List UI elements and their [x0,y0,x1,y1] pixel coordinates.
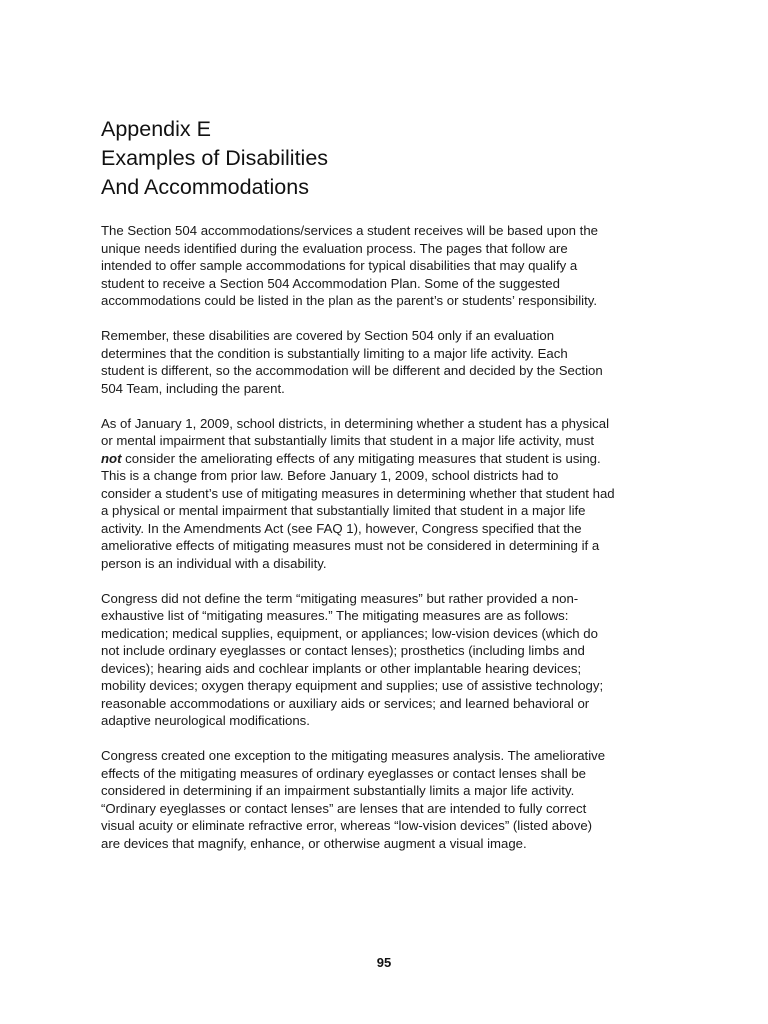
text-line: Congress did not define the term “mitigating measures” but rather provided a non- [101,590,579,606]
text-line: or mental impairment that substantially limits that student in a major life activity, must [101,433,595,448]
text-line: The Section 504 accommodations/services a student receives will be based upon the [101,223,599,238]
title-line-2: Examples of Disabilities [101,146,329,170]
text-line: determines that the condition is substantially limiting to a major life activity. Each [101,345,568,361]
text-line: considered in determining if an impairment substantially limits a major life activity. [101,783,575,798]
title-line-3: And Accommodations [101,175,309,199]
text-line: student to receive a Section 504 Accommodation Plan. Some of the suggested [101,275,560,291]
paragraph-3 [101,415,681,573]
text-line: mobility devices; oxygen therapy equipment and supplies; use of assistive technology; [101,678,604,693]
paragraph-5 [101,747,681,852]
text-line: not include ordinary eyeglasses or contact lenses); prosthetics (including limbs and [101,643,585,658]
text-line: consider a student’s use of mitigating measures in determining whether that student had [101,485,615,501]
text-line: person is an individual with a disability. [101,555,327,571]
text-line: visual acuity or eliminate refractive error, whereas “low-vision devices” (listed above) [101,818,593,833]
text-line: Congress created one exception to the mitigating measures analysis. The ameliorative [101,748,606,763]
text-line: reasonable accommodations or auxiliary aids or services; and learned behavioral or [101,695,590,711]
text-line: unique needs identified during the evaluation process. The pages that follow are [101,240,568,256]
text-line: “Ordinary eyeglasses or contact lenses” are lenses that are intended to fully correct [101,800,587,816]
text-line: ameliorative effects of mitigating measures must not be considered in determining if a [101,538,600,553]
text-line: are devices that magnify, enhance, or otherwise augment a visual image. [101,835,527,851]
page-title [101,115,701,202]
text-line: a physical or mental impairment that substantially limited that student in a major life [101,503,586,518]
text-line: As of January 1, 2009, school districts, in determining whether a student has a physical [101,415,609,431]
text-line: adaptive neurological modifications. [101,713,310,728]
text-line-with-emphasis [101,450,681,468]
text-line: effects of the mitigating measures of ordinary eyeglasses or contact lenses shall be [101,765,587,781]
text-line: 504 Team, including the parent. [101,380,285,396]
emphasized-not: not [101,450,122,466]
text-line: exhaustive list of “mitigating measures.” The mitigating measures are as follows: [101,608,569,623]
text-line: medication; medical supplies, equipment, or appliances; low-vision devices (which do [101,625,598,641]
body-text [101,222,681,870]
text-line: intended to offer sample accommodations for typical disabilities that may qualify a [101,258,578,273]
paragraph-1 [101,222,681,310]
page-number: 95 [376,955,392,970]
paragraph-2 [101,327,681,397]
text-line: student is different, so the accommodation will be different and decided by the Section [101,363,603,378]
text-line: activity. In the Amendments Act (see FAQ 1), however, Congress specified that the [101,520,582,536]
text-line: This is a change from prior law. Before January 1, 2009, school districts had to [101,468,559,483]
text-line: Remember, these disabilities are covered by Section 504 only if an evaluation [101,328,555,343]
text-line: accommodations could be listed in the plan as the parent’s or students’ responsibility. [101,293,598,308]
text-line: devices); hearing aids and cochlear implants or other implantable hearing devices; [101,660,582,676]
title-line-1: Appendix E [101,117,211,141]
text-line-remainder: consider the ameliorating effects of any mitigating measures that student is using. [121,450,601,466]
paragraph-4 [101,590,681,730]
